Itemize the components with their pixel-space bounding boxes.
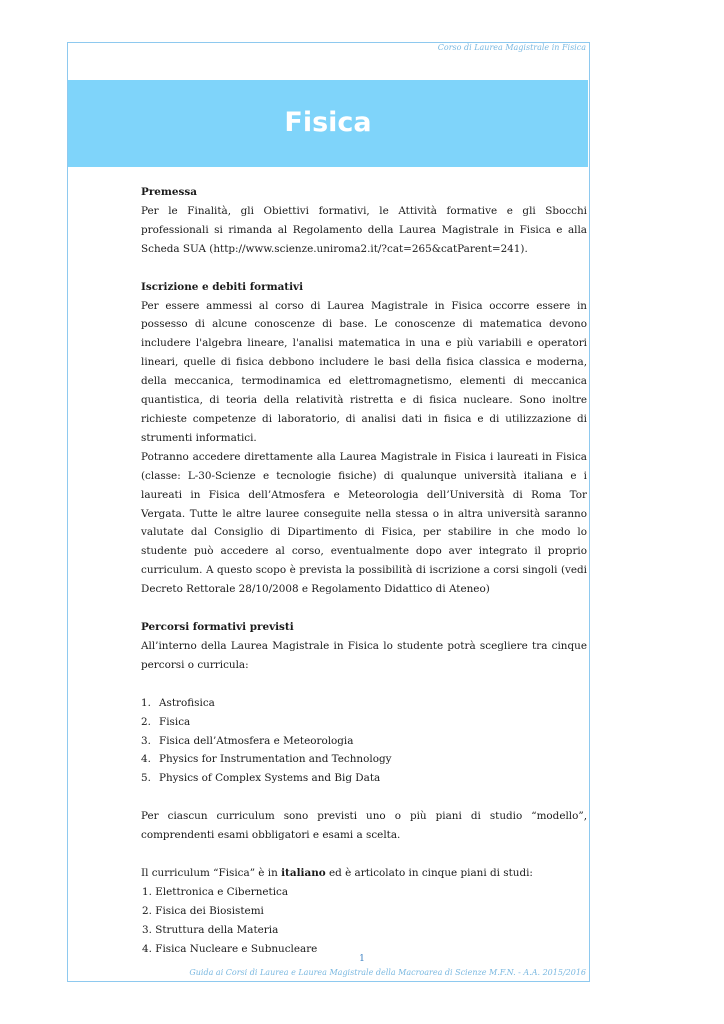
list-item: 2. Fisica <box>141 715 191 728</box>
piani-list <box>141 883 587 959</box>
running-header: Corso di Laurea Magistrale in Fisica <box>437 43 586 52</box>
running-footer: Guida ai Corsi di Laurea e Laurea Magistrale della Macroarea di Scienze M.F.N. - A.A. 2015/2016 <box>189 968 586 977</box>
document-body <box>141 183 587 959</box>
list-item: 5. Physics of Complex Systems and Big Data <box>141 772 381 785</box>
page-number: 1 <box>359 954 365 964</box>
premessa-text: Per le Finalità, gli Obiettivi formativi, le Attività formative e gli Sbocchi professionali si rimanda al Regolamento della Laurea Magistrale in Fisica e alla Scheda SUA (http://www.scienze.uniroma2.it/?cat=265&catParent=241). <box>141 204 587 255</box>
title-band <box>68 80 588 167</box>
list-item: 1. Astrofisica <box>141 696 215 709</box>
list-item: 4. Physics for Instrumentation and Technology <box>141 753 392 766</box>
list-item: 2. Fisica dei Biosistemi <box>142 904 264 917</box>
page-title: Fisica <box>284 107 372 138</box>
iscrizione-heading: Iscrizione e debiti formativi <box>141 280 304 293</box>
fisica-curriculum-text: Il curriculum “Fisica” è in italiano ed è articolato in cinque piani di studi: <box>141 867 533 880</box>
list-item: 3. Fisica dell’Atmosfera e Meteorologia <box>141 734 354 747</box>
iscrizione-para1: Per essere ammessi al corso di Laurea Magistrale in Fisica occorre essere in possesso di alcune conoscenze di base. Le conoscenze di matematica devono includere l'algebra lineare, l'analisi matematica in una e più variabili e operatori lineari, quelle di fisica debbono includere le basi della fisica classica e moderna, della meccanica, termodinamica ed elettromagnetismo, elementi di meccanica quantistica, di teoria della relatività ristretta e di fisica nucleare. Sono inoltre richieste competenze di laboratorio, di analisi dati in fisica e di utilizzazione di strumenti informatici. <box>141 299 587 444</box>
premessa-heading: Premessa <box>141 186 197 198</box>
iscrizione-para2: Potranno accedere direttamente alla Laurea Magistrale in Fisica i laureati in Fisica (classe: L-30-Scienze e tecnologie fisiche) di qualunque università italiana e i laureati in Fisica dell’Atmosfera e Meteorologia dell’Università di Roma Tor Vergata. Tutte le altre lauree conseguite nella stessa o in altra università saranno valutate dal Consiglio di Dipartimento di Fisica, per stabilire in che modo lo studente può accedere al corso, eventualmente dopo aver integrato il proprio curriculum. A questo scopo è prevista la possibilità di iscrizione a corsi singoli (vedi Decreto Rettorale 28/10/2008 e Regolamento Didattico di Ateneo) <box>141 450 587 596</box>
percorsi-heading: Percorsi formativi previsti <box>141 621 294 634</box>
list-item: 1. Elettronica e Cibernetica <box>142 886 289 898</box>
curricula-list <box>141 694 587 789</box>
list-item: 4. Fisica Nucleare e Subnucleare <box>142 942 318 955</box>
piani-text: Per ciascun curriculum sono previsti uno o più piani di studio “modello”, comprendenti esami obbligatori e esami a scelta. <box>141 810 587 842</box>
list-item: 3. Struttura della Materia <box>142 923 279 936</box>
percorsi-intro: All’interno della Laurea Magistrale in Fisica lo studente potrà scegliere tra cinque percorsi o curricula: <box>141 639 587 671</box>
